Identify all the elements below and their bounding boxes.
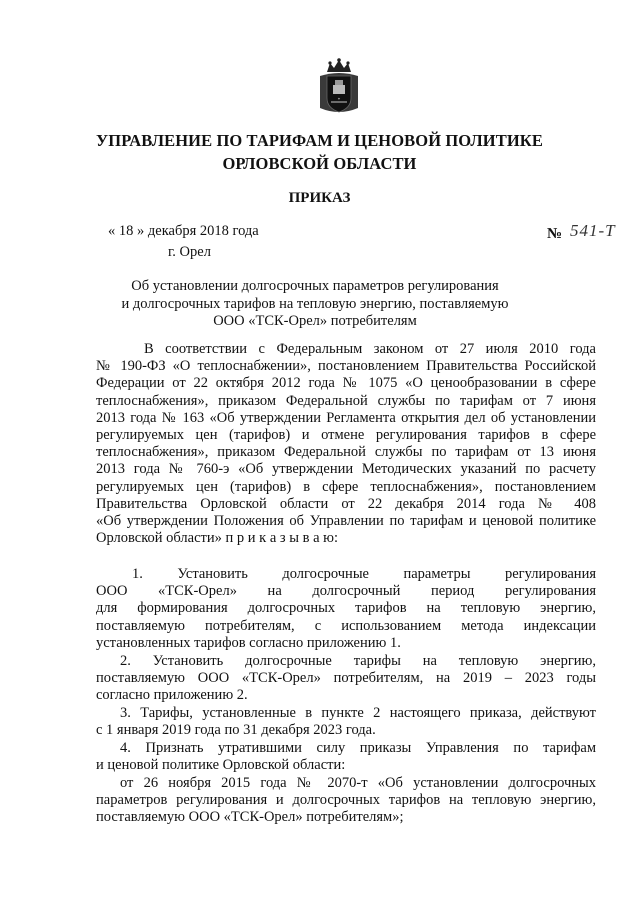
- text-line: 4. Признать утратившими силу приказы Управления по тарифам: [120, 740, 596, 756]
- text-line: теплоснабжения», приказом Федеральной службы по тарифам от 13 июня: [96, 444, 596, 461]
- subject-line: Об установлении долгосрочных параметров регулирования: [131, 278, 499, 294]
- text-line: ООО «ТСК-Орел» на долгосрочный период регулирования: [96, 583, 596, 600]
- text-line: 1. Установить долгосрочные параметры регулирования: [132, 566, 596, 582]
- document-date: « 18 » декабря 2018 года: [108, 223, 259, 239]
- text-line: В соответствии с Федеральным законом от 27 июля 2010 года: [144, 341, 596, 357]
- text-line: установленных тарифов согласно приложению 1.: [96, 634, 401, 651]
- document-number-label: №: [547, 226, 563, 242]
- text-line: и ценовой политике Орловской области:: [96, 757, 346, 774]
- text-line: поставляемую потребителям, с использованием метода индексации: [96, 617, 596, 634]
- text-line: № 190-ФЗ «О теплоснабжении», постановлением Правительства Российской: [96, 358, 596, 375]
- text-line: регулируемых цен (тарифов) в сфере теплоснабжения», постановлением: [96, 478, 596, 495]
- text-line: 2. Установить долгосрочные тарифы на тепловую энергию,: [120, 653, 596, 669]
- organization-title-line-2: ОРЛОВСКОЙ ОБЛАСТИ: [222, 154, 417, 173]
- clause-1: [96, 566, 596, 652]
- text-line: 2013 года № 163 «Об утверждении Регламента открытия дел об установлении: [96, 409, 596, 426]
- organization-title-line-1: УПРАВЛЕНИЕ ПО ТАРИФАМ И ЦЕНОВОЙ ПОЛИТИКЕ: [96, 131, 543, 150]
- text-line: 2013 года № 760-э «Об утверждении Методических указаний по расчету: [96, 461, 596, 478]
- document-subject: [100, 278, 530, 331]
- clause-3: [96, 705, 596, 739]
- clause-4-item: [96, 775, 596, 827]
- text-line: параметров регулирования и долгосрочных тарифов на тепловую энергию,: [96, 792, 596, 809]
- document-type-heading: ПРИКАЗ: [288, 190, 351, 206]
- text-line: Правительства Орловской области от 22 декабря 2014 года № 408: [96, 495, 596, 512]
- svg-text:✦: ✦: [337, 97, 341, 101]
- text-line: «Об утверждении Положения об Управлении по тарифам и ценовой политике: [96, 513, 596, 530]
- clause-4: [96, 740, 596, 774]
- text-line: Орловской области» п р и к а з ы в а ю:: [96, 530, 338, 547]
- document-city: г. Орел: [168, 244, 211, 260]
- text-line: поставляемую ООО «ТСК-Орел» потребителям, на 2019 – 2023 годы: [96, 670, 596, 687]
- subject-line: и долгосрочных тарифов на тепловую энергию, поставляемую: [121, 295, 509, 312]
- text-line: поставляемую ООО «ТСК-Орел» потребителям»;: [96, 809, 404, 826]
- text-line: от 26 ноября 2015 года № 2070-т «Об установлении долгосрочных: [120, 775, 596, 791]
- preamble-paragraph: [96, 341, 596, 547]
- document-number-handwritten: 541-Т: [570, 221, 616, 240]
- text-line: с 1 января 2019 года по 31 декабря 2023 года.: [96, 722, 376, 739]
- text-line: для формирования долгосрочных тарифов на тепловую энергию,: [96, 600, 596, 617]
- text-line: теплоснабжения», приказом Федеральной службы по тарифам от 7 июня: [96, 392, 596, 409]
- text-line: Федерации от 22 октября 2012 года № 1075 «О ценообразовании в сфере: [96, 375, 596, 392]
- text-line: регулируемых цен (тарифов) и отмене регулирования тарифов в сфере: [96, 427, 596, 444]
- text-line: 3. Тарифы, установленные в пункте 2 настоящего приказа, действуют: [120, 705, 596, 721]
- text-line: согласно приложению 2.: [96, 687, 248, 704]
- clause-2: [96, 653, 596, 705]
- subject-line: ООО «ТСК-Орел» потребителям: [213, 313, 417, 329]
- coat-of-arms-icon: [318, 58, 360, 116]
